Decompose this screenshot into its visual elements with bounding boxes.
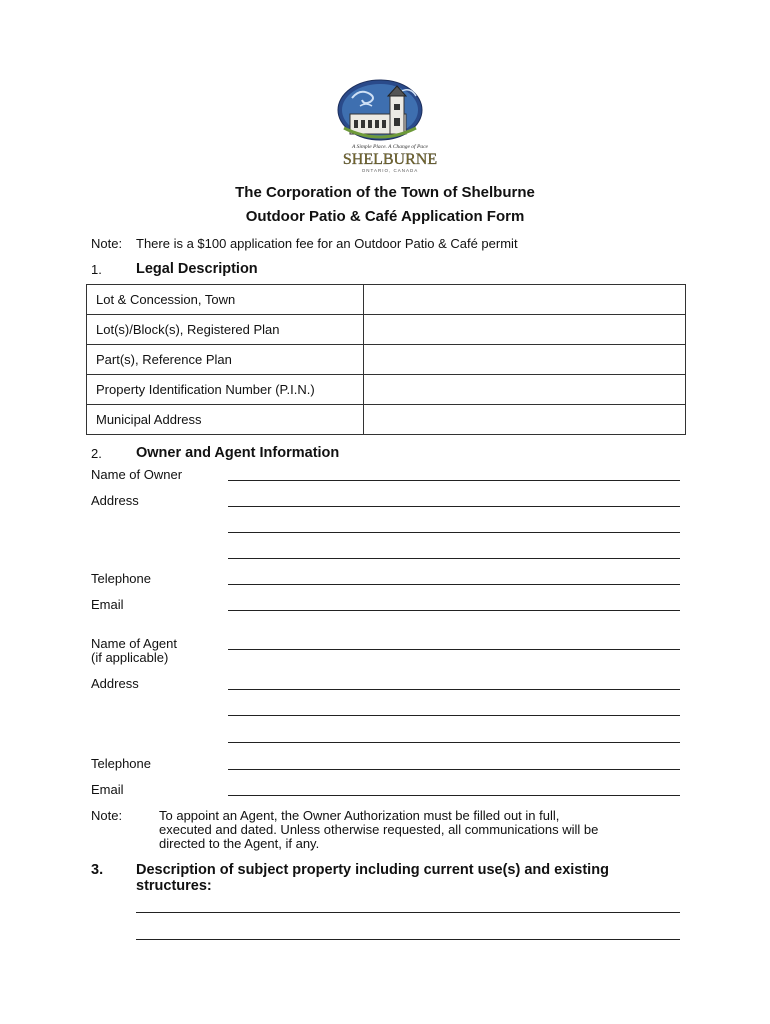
table-row	[87, 345, 686, 375]
agent-address-line-2[interactable]	[228, 715, 680, 716]
agent-note-line-2: executed and dated. Unless otherwise requested, all communications will be	[159, 822, 599, 837]
lots-blocks-field[interactable]	[364, 315, 686, 345]
agent-email-line[interactable]	[228, 795, 680, 796]
owner-address-line-1[interactable]	[228, 506, 680, 507]
agent-name-line[interactable]	[228, 649, 680, 650]
table-row	[87, 285, 686, 315]
owner-address-line-2[interactable]	[228, 532, 680, 533]
section-1-number: 1.	[91, 262, 102, 277]
table-row	[87, 405, 686, 435]
section-3-heading-line-1: Description of subject property including current use(s) and existing	[136, 862, 609, 878]
owner-email-line[interactable]	[228, 610, 680, 611]
section-1-heading: Legal Description	[136, 261, 258, 277]
owner-address-label: Address	[91, 493, 139, 508]
agent-note-label: Note:	[91, 808, 123, 823]
section-3-heading-line-2: structures:	[136, 878, 212, 894]
owner-telephone-label: Telephone	[91, 571, 151, 586]
pin-label: Property Identification Number (P.I.N.)	[87, 375, 364, 405]
agent-telephone-label: Telephone	[91, 756, 151, 771]
pin-field[interactable]	[364, 375, 686, 405]
section-3-number: 3.	[91, 862, 104, 878]
owner-email-label: Email	[91, 597, 124, 612]
municipal-address-label: Municipal Address	[87, 405, 364, 435]
agent-name-sublabel: (if applicable)	[91, 650, 169, 665]
form-title-line-2: Outdoor Patio & Café Application Form	[245, 208, 525, 225]
lot-concession-label: Lot & Concession, Town	[87, 285, 364, 315]
section-2-number: 2.	[91, 446, 102, 461]
property-description-line-2[interactable]	[136, 939, 680, 940]
agent-telephone-line[interactable]	[228, 769, 680, 770]
fee-note-text: There is a $100 application fee for an Outdoor Patio & Café permit	[136, 236, 518, 251]
lot-concession-field[interactable]	[364, 285, 686, 315]
agent-address-label: Address	[91, 676, 139, 691]
owner-telephone-line[interactable]	[228, 584, 680, 585]
municipal-address-field[interactable]	[364, 405, 686, 435]
town-logo	[330, 78, 450, 174]
agent-address-line-1[interactable]	[228, 689, 680, 690]
table-row	[87, 375, 686, 405]
form-title-line-1: The Corporation of the Town of Shelburne	[235, 184, 535, 201]
table-row	[87, 315, 686, 345]
svg-text:SHELBURNE: SHELBURNE	[342, 151, 438, 168]
agent-note-line-3: directed to the Agent, if any.	[159, 836, 320, 851]
lots-blocks-label: Lot(s)/Block(s), Registered Plan	[87, 315, 364, 345]
svg-text:ONTARIO, CANADA: ONTARIO, CANADA	[361, 168, 419, 173]
agent-note-line-1: To appoint an Agent, the Owner Authorization must be filled out in full,	[159, 808, 560, 823]
fee-note-label: Note:	[91, 236, 123, 251]
owner-address-line-3[interactable]	[228, 558, 680, 559]
owner-name-label: Name of Owner	[91, 467, 183, 482]
agent-address-line-3[interactable]	[228, 742, 680, 743]
parts-reference-plan-field[interactable]	[364, 345, 686, 375]
owner-name-line[interactable]	[228, 480, 680, 481]
parts-reference-plan-label: Part(s), Reference Plan	[87, 345, 364, 375]
property-description-line-1[interactable]	[136, 912, 680, 913]
svg-text:A Simple Place. A Change of Pa: A Simple Place. A Change of Pace	[352, 144, 428, 150]
shelburne-crest-icon	[330, 78, 450, 174]
section-2-heading: Owner and Agent Information	[136, 445, 340, 461]
agent-email-label: Email	[91, 782, 124, 797]
legal-description-table	[86, 284, 686, 435]
agent-name-label: Name of Agent	[91, 636, 177, 651]
